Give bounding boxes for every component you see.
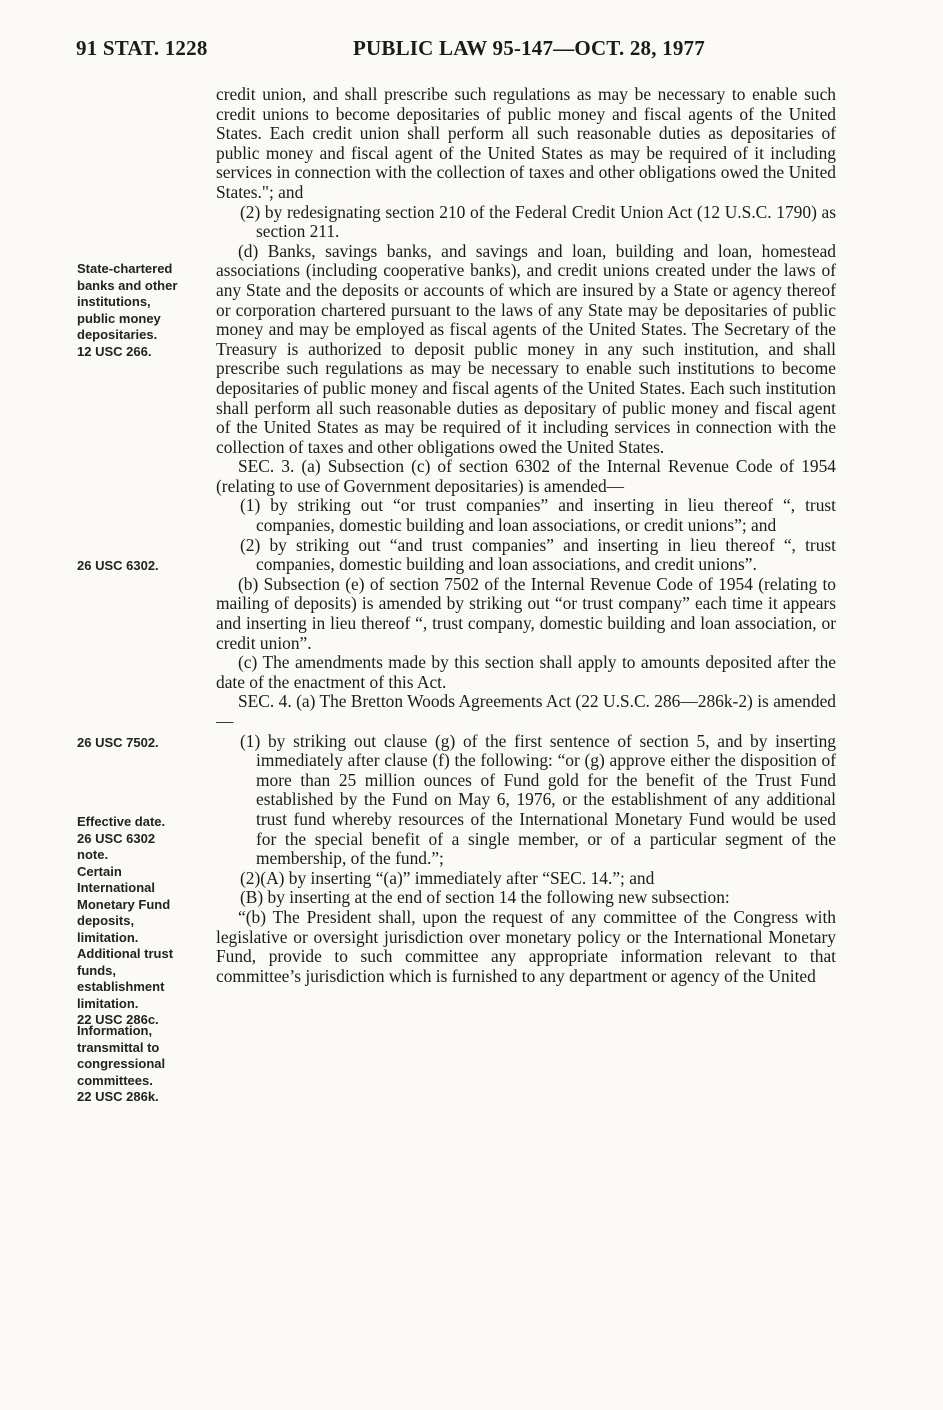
page-number-header: 91 STAT. 1228 — [76, 36, 208, 60]
paragraph-sec-3-a-1: (1) by striking out “or trust companies” and inserting in lieu thereof “, trust companies, domestic building and loan associations, or credit unions”; and — [240, 495, 836, 536]
paragraph-sec-4-a-2-b: (B) by inserting at the end of section 14 the following new subsection: — [240, 887, 730, 908]
paragraph-sec-4-a-1: (1) by striking out clause (g) of the first sentence of section 5, and by inserting immediately after clause (f) the following: “or (g) approve either the disposition of more than 25 million ounces of Fund gold for the benefit of the Trust Fund established by the Fund on May 6, 1976, or the establishment of any additional trust fund whereby resources of the International Monetary Fund would be used for the special benefit of a single member, or of a particular segment of the membership, of the fund.”; — [240, 730, 836, 869]
margin-note-text: Information, transmittal to congressional committees. 22 USC 286k. — [77, 1023, 166, 1104]
margin-note-26-usc-7502 — [77, 735, 207, 752]
paragraph-sec-4-a-2-a: (2)(A) by inserting “(a)” immediately after “SEC. 14.”; and — [240, 867, 655, 888]
margin-note-text: 26 USC 7502. — [77, 735, 159, 750]
margin-note-text: 26 USC 6302. — [77, 558, 159, 573]
margin-note-text: State-chartered banks and other institutions, public money depositaries. 12 USC 266. — [77, 261, 178, 359]
paragraph-sec-3-a-2: (2) by striking out “and trust companies” and inserting in lieu thereof “, trust companies, domestic building and loan associations, and credit unions”. — [240, 534, 836, 575]
margin-note-information — [77, 1023, 207, 1106]
public-law-header: PUBLIC LAW 95-147—OCT. 28, 1977 — [353, 36, 705, 60]
paragraph-redesignating: (2) by redesignating section 210 of the Federal Credit Union Act (12 U.S.C. 1790) as section 211. — [240, 201, 836, 242]
paragraph-credit-union-continued: credit union, and shall prescribe such regulations as may be necessary to enable such credit unions to become depositaries of public money and fiscal agents of the United States. Each credit union shall perform all such reasonable duties as depositaries of public money and fiscal agent of the United States as may be required of it including services in connection with the collection of taxes and other obligations owed the United States."; and — [216, 84, 836, 202]
paragraph-d-banks: (d) Banks, savings banks, and savings and loan, building and loan, homestead associations (including cooperative banks), and credit unions created under the laws of any State and the deposits or accounts of which are insured by a State or agency thereof or corporation chartered pursuant to the laws of any State may be depositaries of public money and may be employed as fiscal agents of the United States. The Secretary of the Treasury is authorized to deposit public money in any such institution, and shall prescribe such regulations as may be necessary to enable such institutions to become depositaries of public money and fiscal agents of the United States. Each such institution shall perform all such reasonable duties as depositary of public money and fiscal agent of the United States as may be required of it including services in connection with the collection of taxes and other obligations owed the United States. — [216, 240, 836, 457]
paragraph-sec-3-c: (c) The amendments made by this section shall apply to amounts deposited after the date of the enactment of this Act. — [216, 652, 836, 692]
paragraph-subsection-b: “(b) The President shall, upon the request of any committee of the Congress with legislative or oversight jurisdiction over monetary policy or the International Monetary Fund, provide to such committee any appropriate information relevant to that committee’s jurisdiction which is furnished to any department or agency of the United — [216, 906, 836, 986]
margin-note-26-usc-6302 — [77, 558, 207, 575]
paragraph-sec-3-a: SEC. 3. (a) Subsection (c) of section 6302 of the Internal Revenue Code of 1954 (relating to use of Government depositaries) is amended— — [216, 456, 836, 496]
statute-body — [216, 85, 836, 986]
margin-note-state-chartered — [77, 261, 207, 360]
margin-note-text: Effective date. 26 USC 6302 note. Certain International Monetary Fund deposits, limitation. Additional trust funds, establishment limitation. 22 USC 286c. — [77, 814, 174, 1027]
paragraph-sec-4-a: SEC. 4. (a) The Bretton Woods Agreements Act (22 U.S.C. 286—286k-2) is amended— — [216, 691, 836, 731]
margin-note-effective-date — [77, 814, 207, 1029]
paragraph-sec-3-b: (b) Subsection (e) of section 7502 of the Internal Revenue Code of 1954 (relating to mailing of deposits) is amended by striking out “or trust company” each time it appears and inserting in lieu thereof “, trust company, domestic building and loan association, or credit union”. — [216, 573, 836, 653]
